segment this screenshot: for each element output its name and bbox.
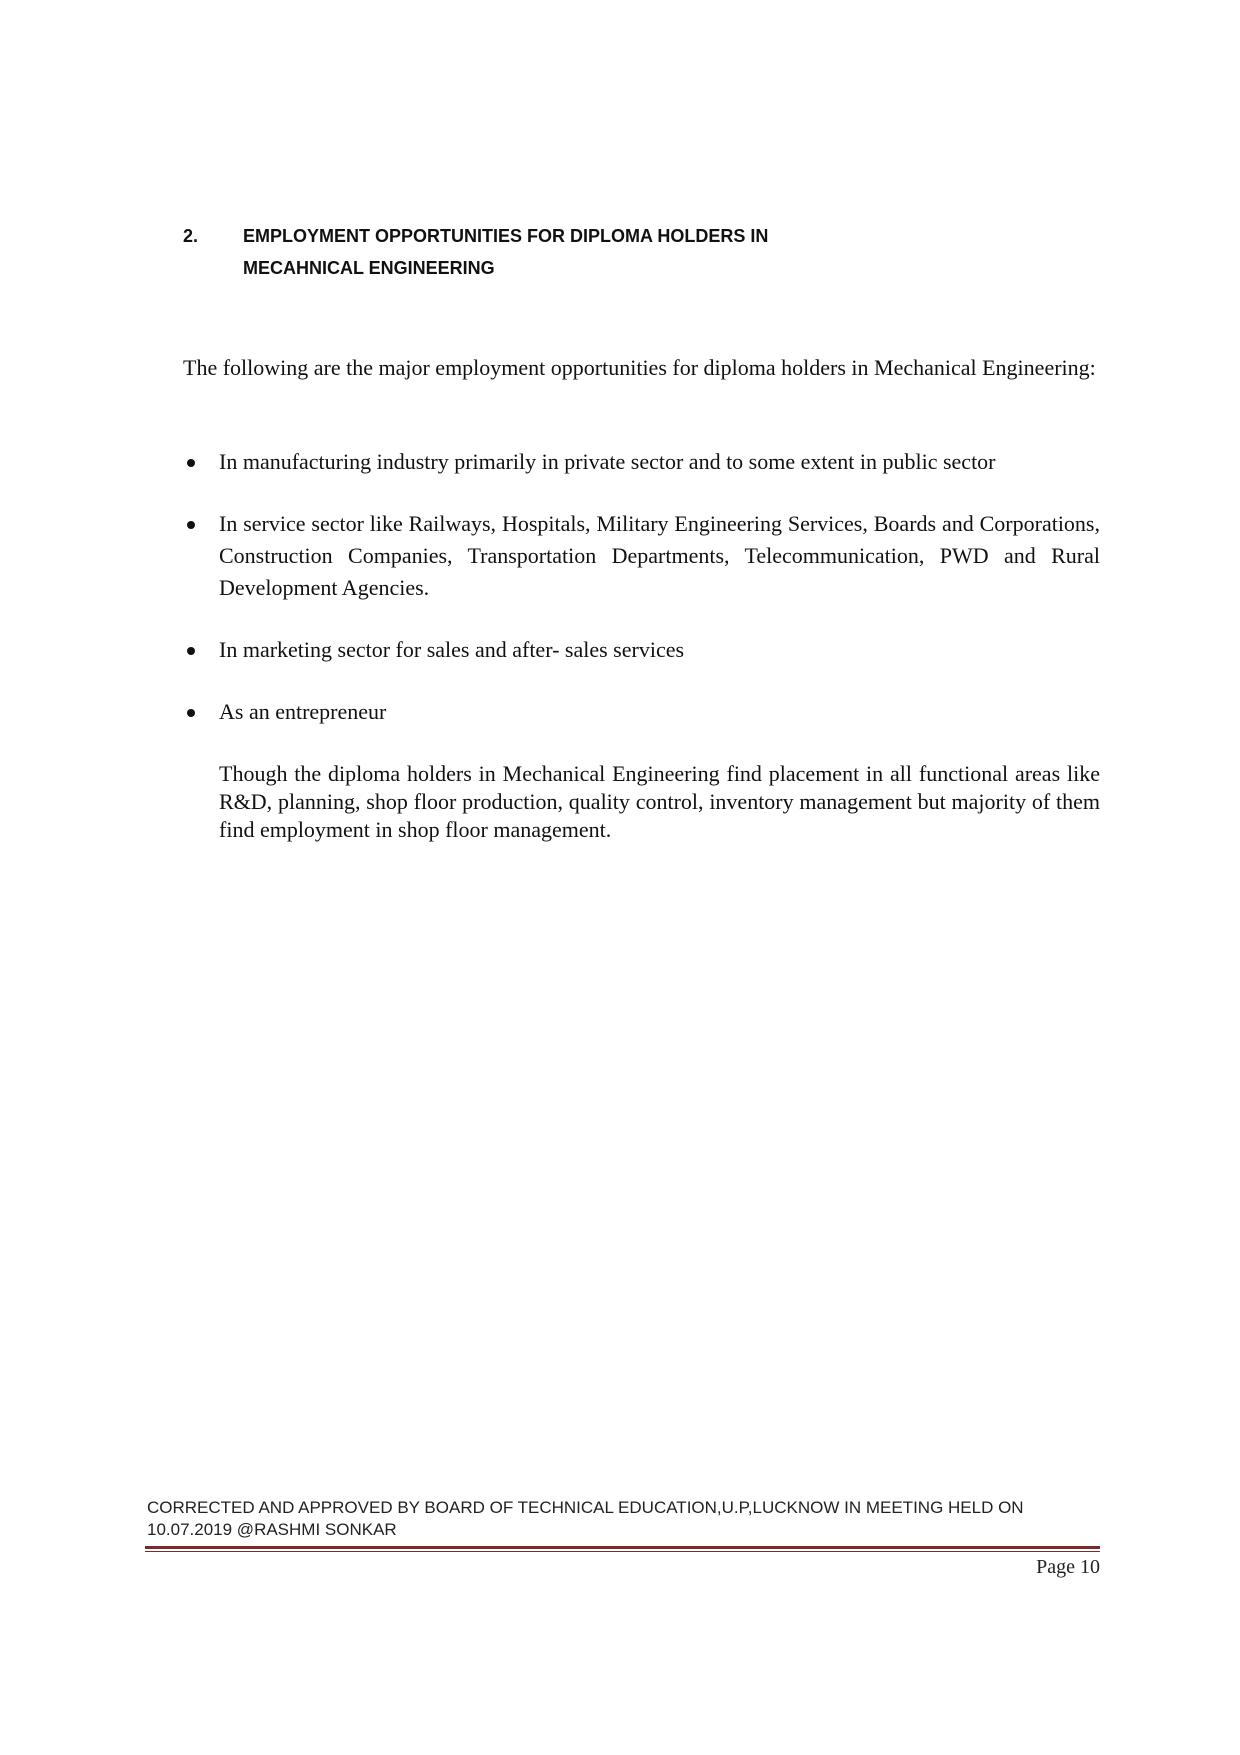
bullet-icon bbox=[187, 459, 195, 467]
footer-divider bbox=[145, 1546, 1100, 1552]
list-item-text: In manufacturing industry primarily in private sector and to some extent in public sector bbox=[219, 449, 996, 474]
bullet-icon bbox=[187, 709, 195, 717]
section-title bbox=[243, 220, 863, 284]
footer-approval-note bbox=[147, 1497, 1107, 1541]
list-item-text: As an entrepreneur bbox=[219, 699, 387, 724]
bullet-icon bbox=[187, 647, 195, 655]
footer-note-line-2: 10.07.2019 @RASHMI SONKAR bbox=[147, 1520, 397, 1539]
bullet-icon bbox=[187, 521, 195, 529]
page-number: Page 10 bbox=[1036, 1556, 1100, 1578]
footer-note-line-1: CORRECTED AND APPROVED BY BOARD OF TECHNICAL EDUCATION,U.P,LUCKNOW IN MEETING HELD ON bbox=[147, 1498, 1024, 1517]
section-number: 2. bbox=[183, 226, 199, 246]
intro-paragraph: The following are the major employment opportunities for diploma holders in Mechanical Engineering: bbox=[183, 355, 1096, 380]
list-item-text: In service sector like Railways, Hospitals, Military Engineering Services, Boards and Corporations, Construction Companies, Transportation Departments, Telecommunication, PWD and Rural Development Agencies. bbox=[219, 511, 1100, 600]
closing-paragraph: Though the diploma holders in Mechanical Engineering find placement in all functional areas like R&D, planning, shop floor production, quality control, inventory management but majority of them find employment in shop floor management. bbox=[219, 761, 1100, 842]
section-title-line-2: MECAHNICAL ENGINEERING bbox=[243, 258, 495, 278]
list-item-text: In marketing sector for sales and after- sales services bbox=[219, 637, 685, 662]
section-title-line-1: EMPLOYMENT OPPORTUNITIES FOR DIPLOMA HOLDERS IN bbox=[243, 226, 769, 246]
